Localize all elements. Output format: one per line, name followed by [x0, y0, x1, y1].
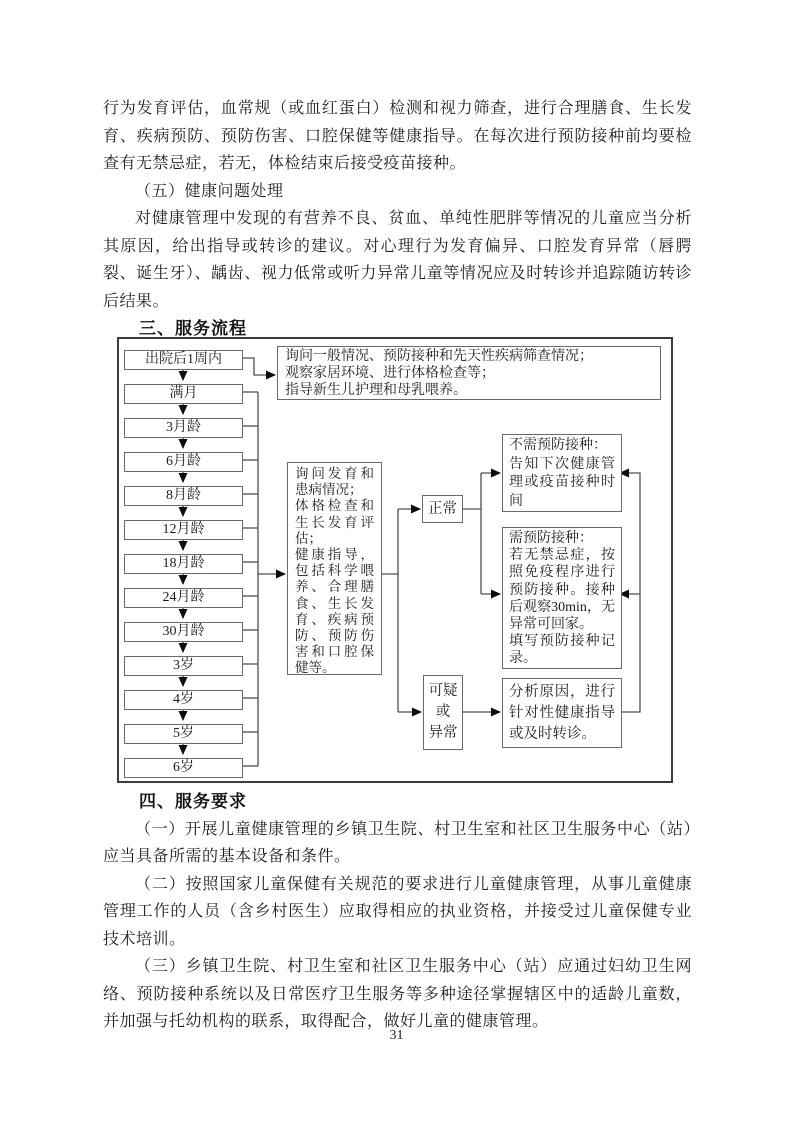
no-vaccination-line: 告知下次健康管理或疫苗接种时间 — [509, 456, 615, 509]
newborn-visit-line: 询问一般情况、预防接种和先天性疾病筛查情况； — [285, 349, 593, 364]
abnormal-result-box — [423, 675, 463, 750]
vaccination-box — [502, 527, 622, 669]
no-vaccination-line: 不需预防接种： — [509, 438, 607, 453]
routine-visit-box — [287, 462, 382, 675]
vaccination-line: 填写预防接种记录。 — [509, 634, 615, 667]
requirement-paragraph: （三）乡镇卫生院、村卫生室和社区卫生服务中心（站）应通过妇幼卫生网络、预防接种系统以及日常医疗卫生服务等多种途径掌握辖区中的适龄儿童数，并加强与托幼机构的联系，取得配合，做好儿童的健康管理。 — [103, 958, 692, 1030]
section5-paragraph: 对健康管理中发现的有营养不良、贫血、单纯性肥胖等情况的儿童应当分析其原因，给出指导或转诊的建议。对心理行为发育偏异、口腔发育异常（唇腭裂、诞生牙）、龋齿、视力低常或听力异常儿童等情况应及时转诊并追踪随访转诊后结果。 — [103, 210, 692, 310]
vaccination-line: 需预防接种： — [509, 531, 593, 546]
document-body-top — [103, 95, 692, 343]
timeline-box: 3月龄 — [124, 418, 243, 438]
timeline-box: 6岁 — [124, 758, 243, 778]
newborn-visit-box — [277, 346, 661, 400]
abnormal-result-line: 或 — [435, 704, 451, 720]
timeline-box: 18月龄 — [124, 554, 243, 574]
document-body-bottom — [103, 788, 692, 1036]
routine-visit-item: 体格检查和生长发育评估； — [295, 498, 374, 546]
service-flowchart — [117, 337, 673, 783]
referral-box: 分析原因，进行针对性健康指导或及时转诊。 — [502, 678, 622, 748]
page-number: 31 — [389, 1028, 404, 1043]
newborn-visit-line: 观察家居环境、进行体格检查等； — [285, 366, 495, 381]
timeline-box: 出院后1周内 — [124, 350, 243, 370]
section5-heading: （五）健康问题处理 — [135, 182, 284, 200]
newborn-visit-line: 指导新生儿护理和母乳喂养。 — [285, 383, 467, 398]
timeline-box: 4岁 — [124, 690, 243, 710]
vaccination-line: 若无禁忌症，按照免疫程序进行预防接种。接种后观察30min，无异常可回家。 — [509, 548, 615, 633]
requirement-paragraph: （一）开展儿童健康管理的乡镇卫生院、村卫生室和社区卫生服务中心（站）应当具备所需的基本设备和条件。 — [103, 820, 692, 865]
normal-result-box: 正常 — [422, 495, 463, 523]
timeline-box: 满月 — [124, 384, 243, 404]
timeline-box: 12月龄 — [124, 520, 243, 540]
routine-visit-item: 询问发育和患病情况； — [295, 466, 374, 498]
section4-heading: 四、服务要求 — [139, 792, 247, 811]
intro-paragraph: 行为发育评估，血常规（或血红蛋白）检测和视力筛查，进行合理膳食、生长发育、疾病预防、预防伤害、口腔保健等健康指导。在每次进行预防接种前均要检查有无禁忌症，若无，体检结束后接受疫苗接种。 — [103, 100, 692, 172]
timeline-box: 24月龄 — [124, 588, 243, 608]
timeline-box: 6月龄 — [124, 452, 243, 472]
section3-heading: 三、服务流程 — [139, 319, 247, 338]
requirement-paragraph: （二）按照国家儿童保健有关规范的要求进行儿童健康管理，从事儿童健康管理工作的人员（含乡村医生）应取得相应的执业资格，并接受过儿童保健专业技术培训。 — [103, 875, 692, 948]
timeline-box: 30月龄 — [124, 622, 243, 642]
timeline-box: 3岁 — [124, 656, 243, 676]
no-vaccination-box — [502, 434, 622, 512]
timeline-box: 5岁 — [124, 724, 243, 744]
abnormal-result-line: 可疑 — [428, 683, 458, 699]
abnormal-result-line: 异常 — [428, 725, 458, 741]
timeline-box: 8月龄 — [124, 486, 243, 506]
routine-visit-item: 健康指导，包括科学喂养、合理膳食、生长发育、疾病预防、预防伤害和口腔保健等。 — [295, 547, 374, 676]
